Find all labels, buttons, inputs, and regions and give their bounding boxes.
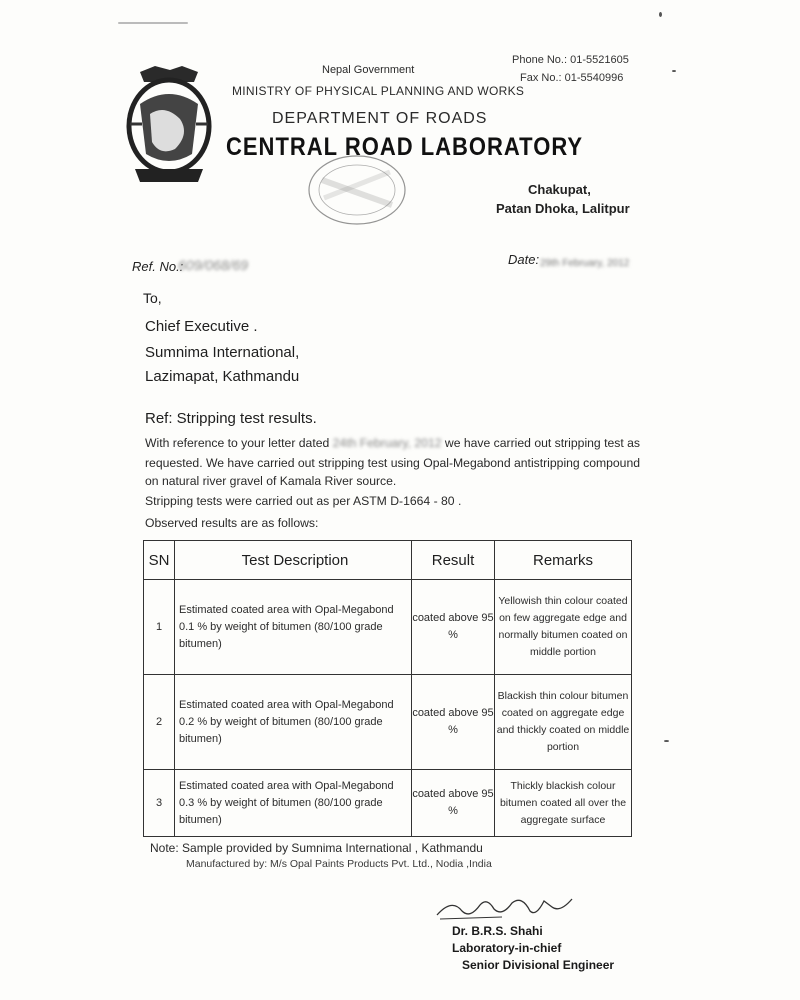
header-test-description: Test Description <box>175 541 412 580</box>
table-row <box>144 770 632 837</box>
cell-sn: 3 <box>144 770 175 837</box>
cell-remarks: Yellowish thin colour coated on few aggregate edge and normally bitumen coated on middle portion <box>495 580 632 675</box>
letter-date-redacted: 24th February, 2012 <box>332 436 442 450</box>
date-value-redacted: 29th February, 2012 <box>540 258 630 269</box>
government-label: Nepal Government <box>322 64 415 76</box>
body-paragraph-line2: requested. We have carried out stripping test using Opal-Megabond antistripping compound <box>145 456 641 470</box>
cell-sn: 2 <box>144 675 175 770</box>
cell-sn: 1 <box>144 580 175 675</box>
lab-address-line1: Chakupat, <box>528 182 591 197</box>
phone-number: Phone No.: 01-5521605 <box>512 54 629 66</box>
signatory-title: Laboratory-in-chief <box>452 941 562 955</box>
scan-speck <box>664 740 669 742</box>
signatory-name: Dr. B.R.S. Shahi <box>452 924 543 938</box>
cell-remarks: Blackish thin colour bitumen coated on aggregate edge and thickly coated on middle portion <box>495 675 632 770</box>
note-sample-provider: Note: Sample provided by Sumnima International , Kathmandu <box>150 841 483 855</box>
ministry-label: MINISTRY OF PHYSICAL PLANNING AND WORKS <box>232 84 525 98</box>
salutation-to: To, <box>143 290 162 306</box>
cell-description: Estimated coated area with Opal-Megabond 0.3 % by weight of bitumen (80/100 grade bitumen) <box>175 770 412 837</box>
recipient-address: Lazimapat, Kathmandu <box>145 368 300 385</box>
subject-line: Ref: Stripping test results. <box>145 410 317 427</box>
cell-result: coated above 95 % <box>412 675 495 770</box>
signatory-designation: Senior Divisional Engineer <box>462 958 615 972</box>
scan-speck <box>672 70 676 72</box>
table-header-row <box>144 541 632 580</box>
recipient-company: Sumnima International, <box>145 344 300 361</box>
header-result: Result <box>412 541 495 580</box>
lab-address-line2: Patan Dhoka, Lalitpur <box>496 201 630 216</box>
header-remarks: Remarks <box>495 541 632 580</box>
body-paragraph-line4: Stripping tests were carried out as per ASTM D-1664 - 80 . <box>145 494 462 508</box>
ref-number-redacted: 609/068/69 <box>178 257 249 273</box>
ref-label: Ref. No.: <box>132 259 184 274</box>
table-row <box>144 580 632 675</box>
office-stamp-seal <box>302 150 412 230</box>
body-paragraph-line5: Observed results are as follows: <box>145 516 319 530</box>
results-table <box>143 540 632 837</box>
header-sn: SN <box>144 541 175 580</box>
table-row <box>144 675 632 770</box>
body-paragraph-line1 <box>145 436 640 450</box>
note-manufacturer: Manufactured by: M/s Opal Paints Products Pvt. Ltd., Nodia ,India <box>186 858 492 870</box>
cell-result: coated above 95 % <box>412 770 495 837</box>
cell-result: coated above 95 % <box>412 580 495 675</box>
laboratory-title: CENTRAL ROAD LABORATORY <box>226 132 584 161</box>
nepal-government-emblem <box>120 64 218 194</box>
handwritten-signature <box>432 893 582 923</box>
body-text: we have carried out stripping test as <box>441 436 641 450</box>
scan-speck <box>659 12 662 17</box>
cell-remarks: Thickly blackish colour bitumen coated all over the aggregate surface <box>495 770 632 837</box>
cell-description: Estimated coated area with Opal-Megabond 0.1 % by weight of bitumen (80/100 grade bitumen) <box>175 580 412 675</box>
date-label: Date: <box>508 252 540 267</box>
cell-description: Estimated coated area with Opal-Megabond 0.2 % by weight of bitumen (80/100 grade bitumen) <box>175 675 412 770</box>
fax-number: Fax No.: 01-5540996 <box>520 72 624 84</box>
department-label: DEPARTMENT OF ROADS <box>272 110 488 127</box>
body-text: With reference to your letter dated <box>145 436 333 450</box>
recipient-title: Chief Executive . <box>145 318 258 335</box>
scan-speck <box>118 22 188 24</box>
body-paragraph-line3: on natural river gravel of Kamala River source. <box>145 474 397 488</box>
